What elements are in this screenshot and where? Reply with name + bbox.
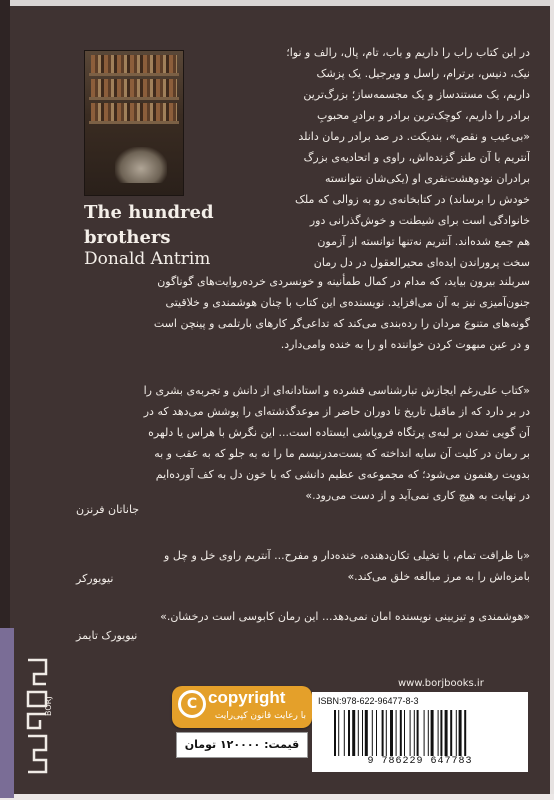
barcode-bar (358, 710, 359, 756)
cover-painting (84, 50, 184, 196)
barcode-bar (410, 710, 411, 756)
barcode-bar (352, 710, 355, 756)
painting-figure (115, 147, 167, 183)
barcode-bar (450, 710, 452, 756)
blurb-line: نیک، دنیس، برترام، راسل و ویرجیل. یک پزشک (316, 67, 530, 80)
bottom-edge (0, 794, 554, 800)
barcode-bar (431, 710, 434, 756)
quote-line: بدویت رهنمون می‌شود؛ که مجموعه‌ی عظیم دانشی که با خون دل به کف آورده‌ایم (155, 468, 530, 481)
top-edge (0, 0, 554, 6)
barcode-bar (438, 710, 439, 756)
quote-line: بر رمان در کلیت آن سایه انداخته که پست‌مدرنیسم ما را نه به جلو که به عقب و به (154, 447, 530, 460)
barcode-bars-icon (334, 710, 510, 756)
barcode-bar (390, 710, 393, 756)
copyright-badge (172, 686, 312, 728)
blurb-line: هم جمع شده‌اند. آنتریم نه‌تنها توانسته از آزمون (317, 235, 530, 248)
barcode-bar (404, 710, 405, 756)
blurb-line: خانوادگی است برای شیطنت و خوش‌گذرانی دور (309, 214, 530, 227)
barcode-bar (428, 710, 429, 756)
isbn-label: ISBN:978-622-96477-8-3 (318, 696, 419, 706)
copyright-subtitle: با رعایت قانون کپی‌رایت (214, 711, 306, 721)
book-title: The hundred brothers (84, 202, 214, 248)
barcode-bar (334, 710, 336, 756)
blurb-line: برادران نودوهشت‌نفری او (یکی‌شان نتوانسته (324, 172, 530, 185)
blurb-line: در این کتاب راب را داریم و باب، تام، پال، رالف و نوا؛ (286, 46, 530, 59)
right-edge (550, 0, 554, 800)
blurb-line: و در عین مبهوت کردن خواننده او را به خنده وامی‌دارد. (280, 338, 530, 351)
blurb-paragraph-continued (76, 271, 530, 355)
blurb-line: جنون‌آمیزی نیز به آن می‌افزاید. نویسنده‌ی این کتاب با چنان هوشمندی و خلاقیتی (165, 296, 530, 309)
blurb-line: برادر را داریم، کوچک‌ترین برادر و برادرِ محبوبِ (316, 109, 530, 122)
barcode-bar (400, 710, 402, 756)
barcode-bar (464, 710, 466, 756)
barcode-bar (362, 710, 363, 756)
barcode-bar (382, 710, 384, 756)
barcode (312, 692, 528, 772)
blurb-line: سربلند بیرون بیاید، که مدام در کمال طمأنینه و خونسردی خرده‌روایت‌های گوناگون (157, 275, 530, 288)
barcode-bar (459, 710, 462, 756)
quote-line: در بر دارد که از ماقبل تاریخ تا دوران حاضر از موعدگذشته‌ای را پوشش می‌دهد که در (143, 405, 530, 418)
blurb-line: داریم، یک مستندساز و یک مجسمه‌ساز؛ بزرگ‌ترین (303, 88, 530, 101)
blurb-line: گونه‌های متنوع مردان را رده‌بندی می‌کند که تداعی‌گر کارهای بارتلمی و پینچن است (153, 317, 530, 330)
copyright-label: copyright (208, 688, 286, 707)
blurb-line: سخت پروراندن ایده‌ای محیرالعقول در دل رمان (313, 256, 530, 269)
barcode-number: 9 786229 647783 (367, 756, 473, 767)
quote-source: جاناتان فرنزن (76, 503, 140, 516)
quote-line: «با ظرافت تمام، با تخیلی تکان‌دهنده، خنده‌دار و مفرح... آنتریم راوی خل و چل و (164, 549, 530, 562)
blurb-line: «بی‌عیب و نقص»، بندیکت. در صد برادر رمان دانلد (298, 130, 530, 143)
barcode-bar (386, 710, 387, 756)
barcode-bar (365, 710, 368, 756)
price-label: قیمت: ۱۲۰۰۰۰ تومان (176, 732, 308, 758)
review-quote (76, 606, 530, 627)
barcode-bar (424, 710, 425, 756)
blurb-paragraph (230, 42, 530, 273)
blurb-line: خودش را برساند) در کتابخانه‌ی رو به زوالی که ملک (295, 193, 530, 206)
quote-line: «کتاب علی‌رغم ایجازش تبارشناسی فشرده و استادانه‌ای از دانش و تجربه‌ی بشری را (143, 384, 530, 397)
quote-line: در نهایت به هیچ کاری نمی‌آید و از دست می‌رود.» (305, 489, 530, 502)
quote-source: نیویورک تایمز (76, 629, 138, 642)
quote-source: نیویورکر (76, 572, 114, 585)
publisher-website: www.borjbooks.ir (398, 678, 484, 689)
barcode-bar (456, 710, 457, 756)
barcode-bar (440, 710, 442, 756)
copyright-icon: C (178, 690, 206, 718)
barcode-bar (338, 710, 339, 756)
quote-line: بامزه‌اش را به مرز مبالغه خلق می‌کند.» (347, 570, 530, 583)
barcode-bar (376, 710, 377, 756)
barcode-bar (445, 710, 448, 756)
review-quote (76, 380, 530, 506)
publisher-logo-text: BORJ (44, 696, 53, 716)
barcode-bar (372, 710, 373, 756)
spine-color-tab (0, 628, 14, 798)
barcode-bar (396, 710, 397, 756)
blurb-line: آنتریم با آن طنز گزنده‌اش، راوی و اتحادیه‌ی بزرگ (303, 151, 530, 164)
barcode-bar (417, 710, 419, 756)
quote-line: «هوشمندی و تیزبینی نویسنده امان نمی‌دهد... این رمان کابوسی است درخشان.» (160, 610, 530, 623)
barcode-bar (414, 710, 415, 756)
book-author: Donald Antrim (84, 249, 211, 269)
quote-line: آن گویی تمدن بر لبه‌ی پرتگاه فروپاشی ایستاده است... این نگرش با هراس یا دلهره (148, 426, 530, 439)
barcode-bar (348, 710, 350, 756)
barcode-bar (344, 710, 345, 756)
